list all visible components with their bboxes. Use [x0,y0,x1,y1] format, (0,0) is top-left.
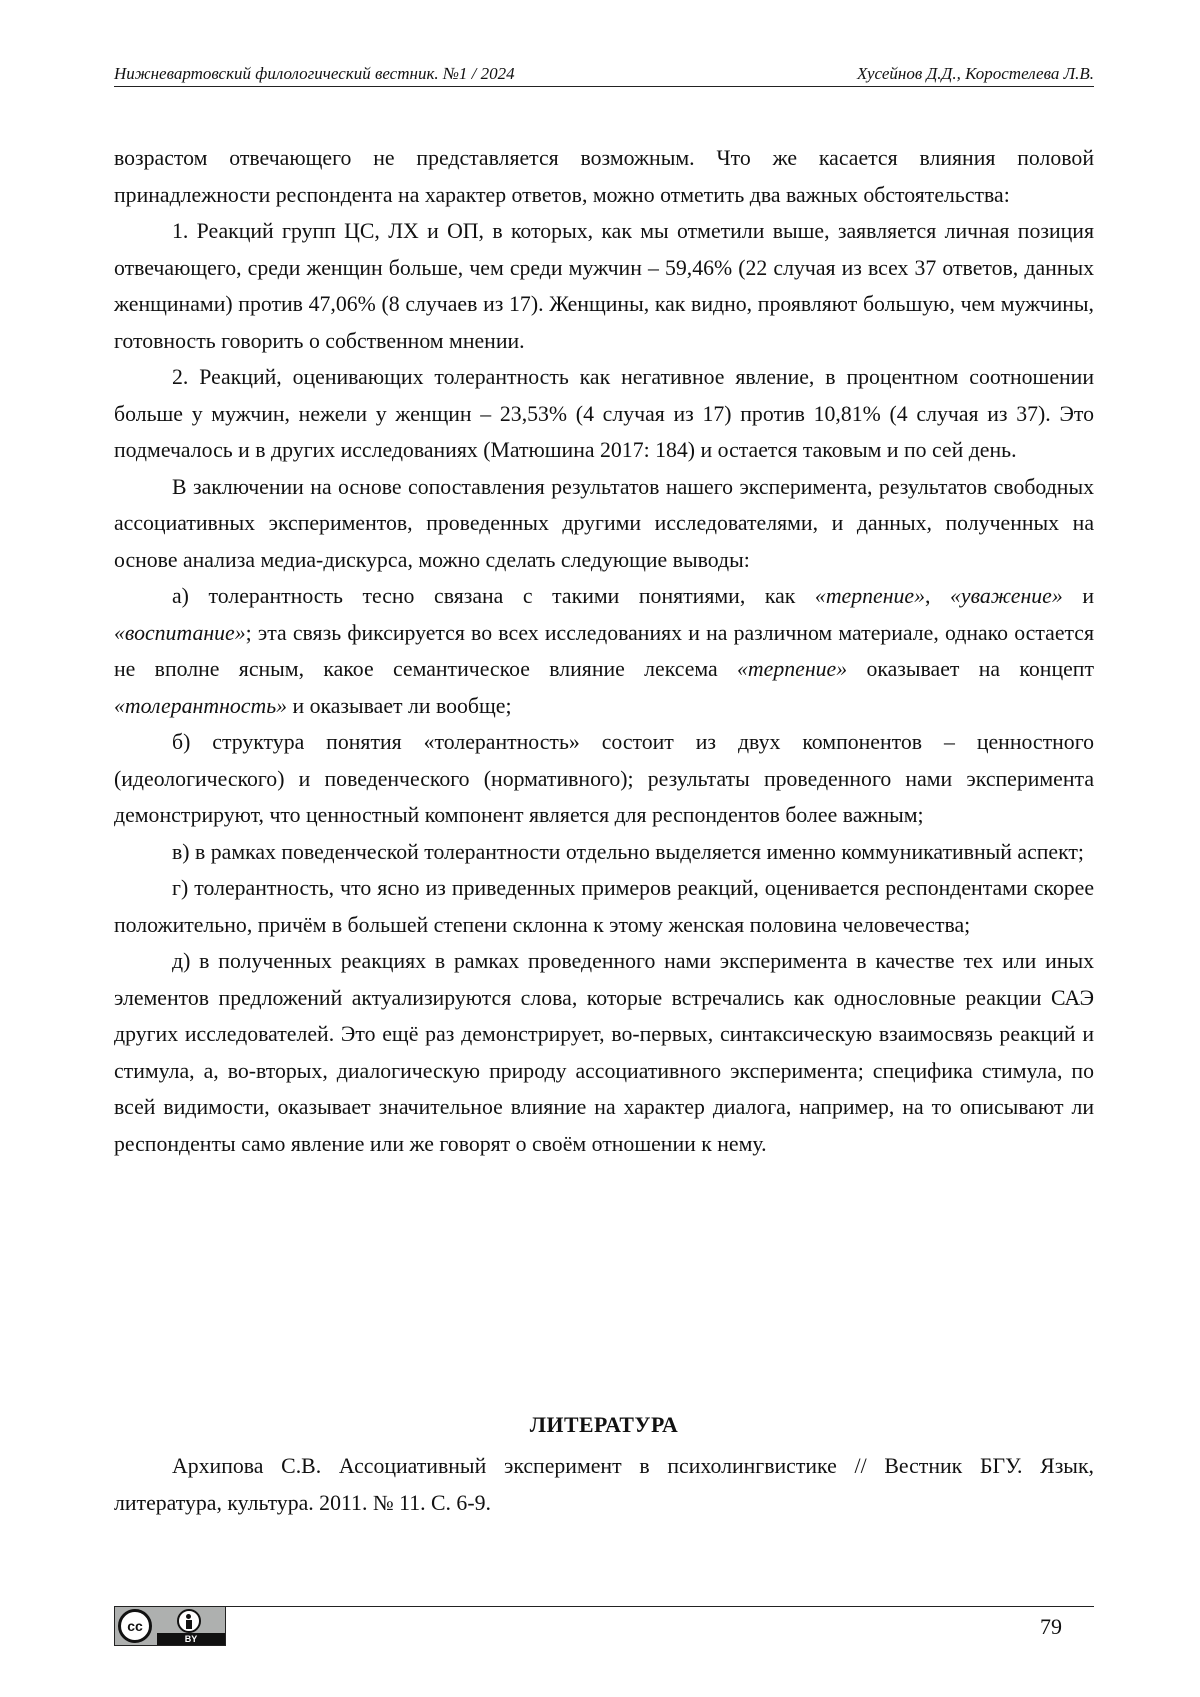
paragraph-conclusion-a [114,578,1094,724]
journal-title: Нижневартовский филологический вестник. №1 / 2024 [114,64,515,83]
paragraph: д) в полученных реакциях в рамках проведенного нами эксперимента в качестве тех или иных элементов предложений актуализируются слова, которые встречались как однословные реакции САЭ других исследователей. Это ещё раз демонстрирует, во-первых, синтаксическую взаимосвязь реакций и стимула, а, во-вторых, диалогическую природу ассоциативного эксперимента; специфика стимула, по всей видимости, оказывает значительное влияние на характер диалога, например, на то описывают ли респонденты само явление или же говорят о своём отношении к нему. [114,949,1094,1156]
attribution-icon-body [186,1620,192,1629]
text-run: и оказывает ли вообще; [287,693,512,718]
text-run: и [1062,584,1094,608]
paragraph: В заключении на основе сопоставления результатов нашего эксперимента, результатов свободных ассоциативных экспериментов, проведенных другими исследователями, и данных, полученных на основе анализа медиа-дискурса, можно сделать следующие выводы: [114,474,1094,572]
reference-list [114,1448,1094,1521]
italic-term: «терпение» [737,657,848,681]
article-authors: Хусейнов Д.Д., Коростелева Л.В. [856,64,1094,83]
attribution-icon [177,1609,201,1633]
italic-term: «воспитание» [114,620,246,645]
italic-term: «толерантность» [114,693,288,718]
italic-term: «терпение» [814,584,925,608]
attribution-icon-head [186,1614,191,1619]
text-run: оказывает на концепт [847,657,1094,681]
page-number: 79 [1040,1614,1062,1639]
paragraph: 2. Реакций, оценивающих толерантность как негативное явление, в процентном соотношении больше у мужчин, нежели у женщин – 23,53% (4 случая из 17) против 10,81% (4 случая из 37). Это подмечалось и в других исследованиях (Матюшина 2017: 184) и остается таковым и по сей день. [114,365,1094,462]
reference-item: Архипова С.В. Ассоциативный эксперимент в психолингвистике // Вестник БГУ. Язык, литература, культура. 2011. № 11. С. 6-9. [114,1454,1094,1515]
paragraph: 1. Реакций групп ЦС, ЛХ и ОП, в которых, как мы отметили выше, заявляется личная позиция отвечающего, среди женщин больше, чем среди мужчин – 59,46% (22 случая из всех 37 ответов, данных женщинами) против 47,06% (8 случаев из 17). Женщины, как видно, проявляют большую, чем мужчины, готовность говорить о собственном мнении. [114,219,1094,353]
italic-term: «уважение» [950,584,1063,608]
text-run: , [925,584,951,608]
paragraph: возрастом отвечающего не представляется возможным. Что же касается влияния половой принадлежности респондента на характер ответов, можно отметить два важных обстоятельства: [114,146,1094,207]
literature-heading: ЛИТЕРАТУРА [529,1413,679,1437]
paragraph: г) толерантность, что ясно из приведенных примеров реакций, оценивается респондентами скорее положительно, причём в большей степени склонна к этому женская половина человечества; [114,876,1094,937]
license-label: BY [184,1634,198,1644]
running-header [114,62,1094,87]
paragraph: в) в рамках поведенческой толерантности отдельно выделяется именно коммуникативный аспект; [172,839,1084,864]
paragraph: б) структура понятия «толерантность» состоит из двух компонентов – ценностного (идеологического) и поведенческого (нормативного); результаты проведенного нами эксперимента демонстрируют, что ценностный компонент является для респондентов более важным; [114,730,1094,827]
text-run: ; эта связь фиксируется во всех исследованиях и на различном материале, однако остается не вполне ясным, какое семантическое влияние лексема [114,620,1094,681]
cc-icon: cc [118,1609,152,1643]
text-run: а) толерантность тесно связана с такими понятиями, как [172,584,815,608]
cc-by-icon [114,1606,226,1646]
footer-divider [225,1606,1094,1607]
article-body [114,140,1094,1162]
